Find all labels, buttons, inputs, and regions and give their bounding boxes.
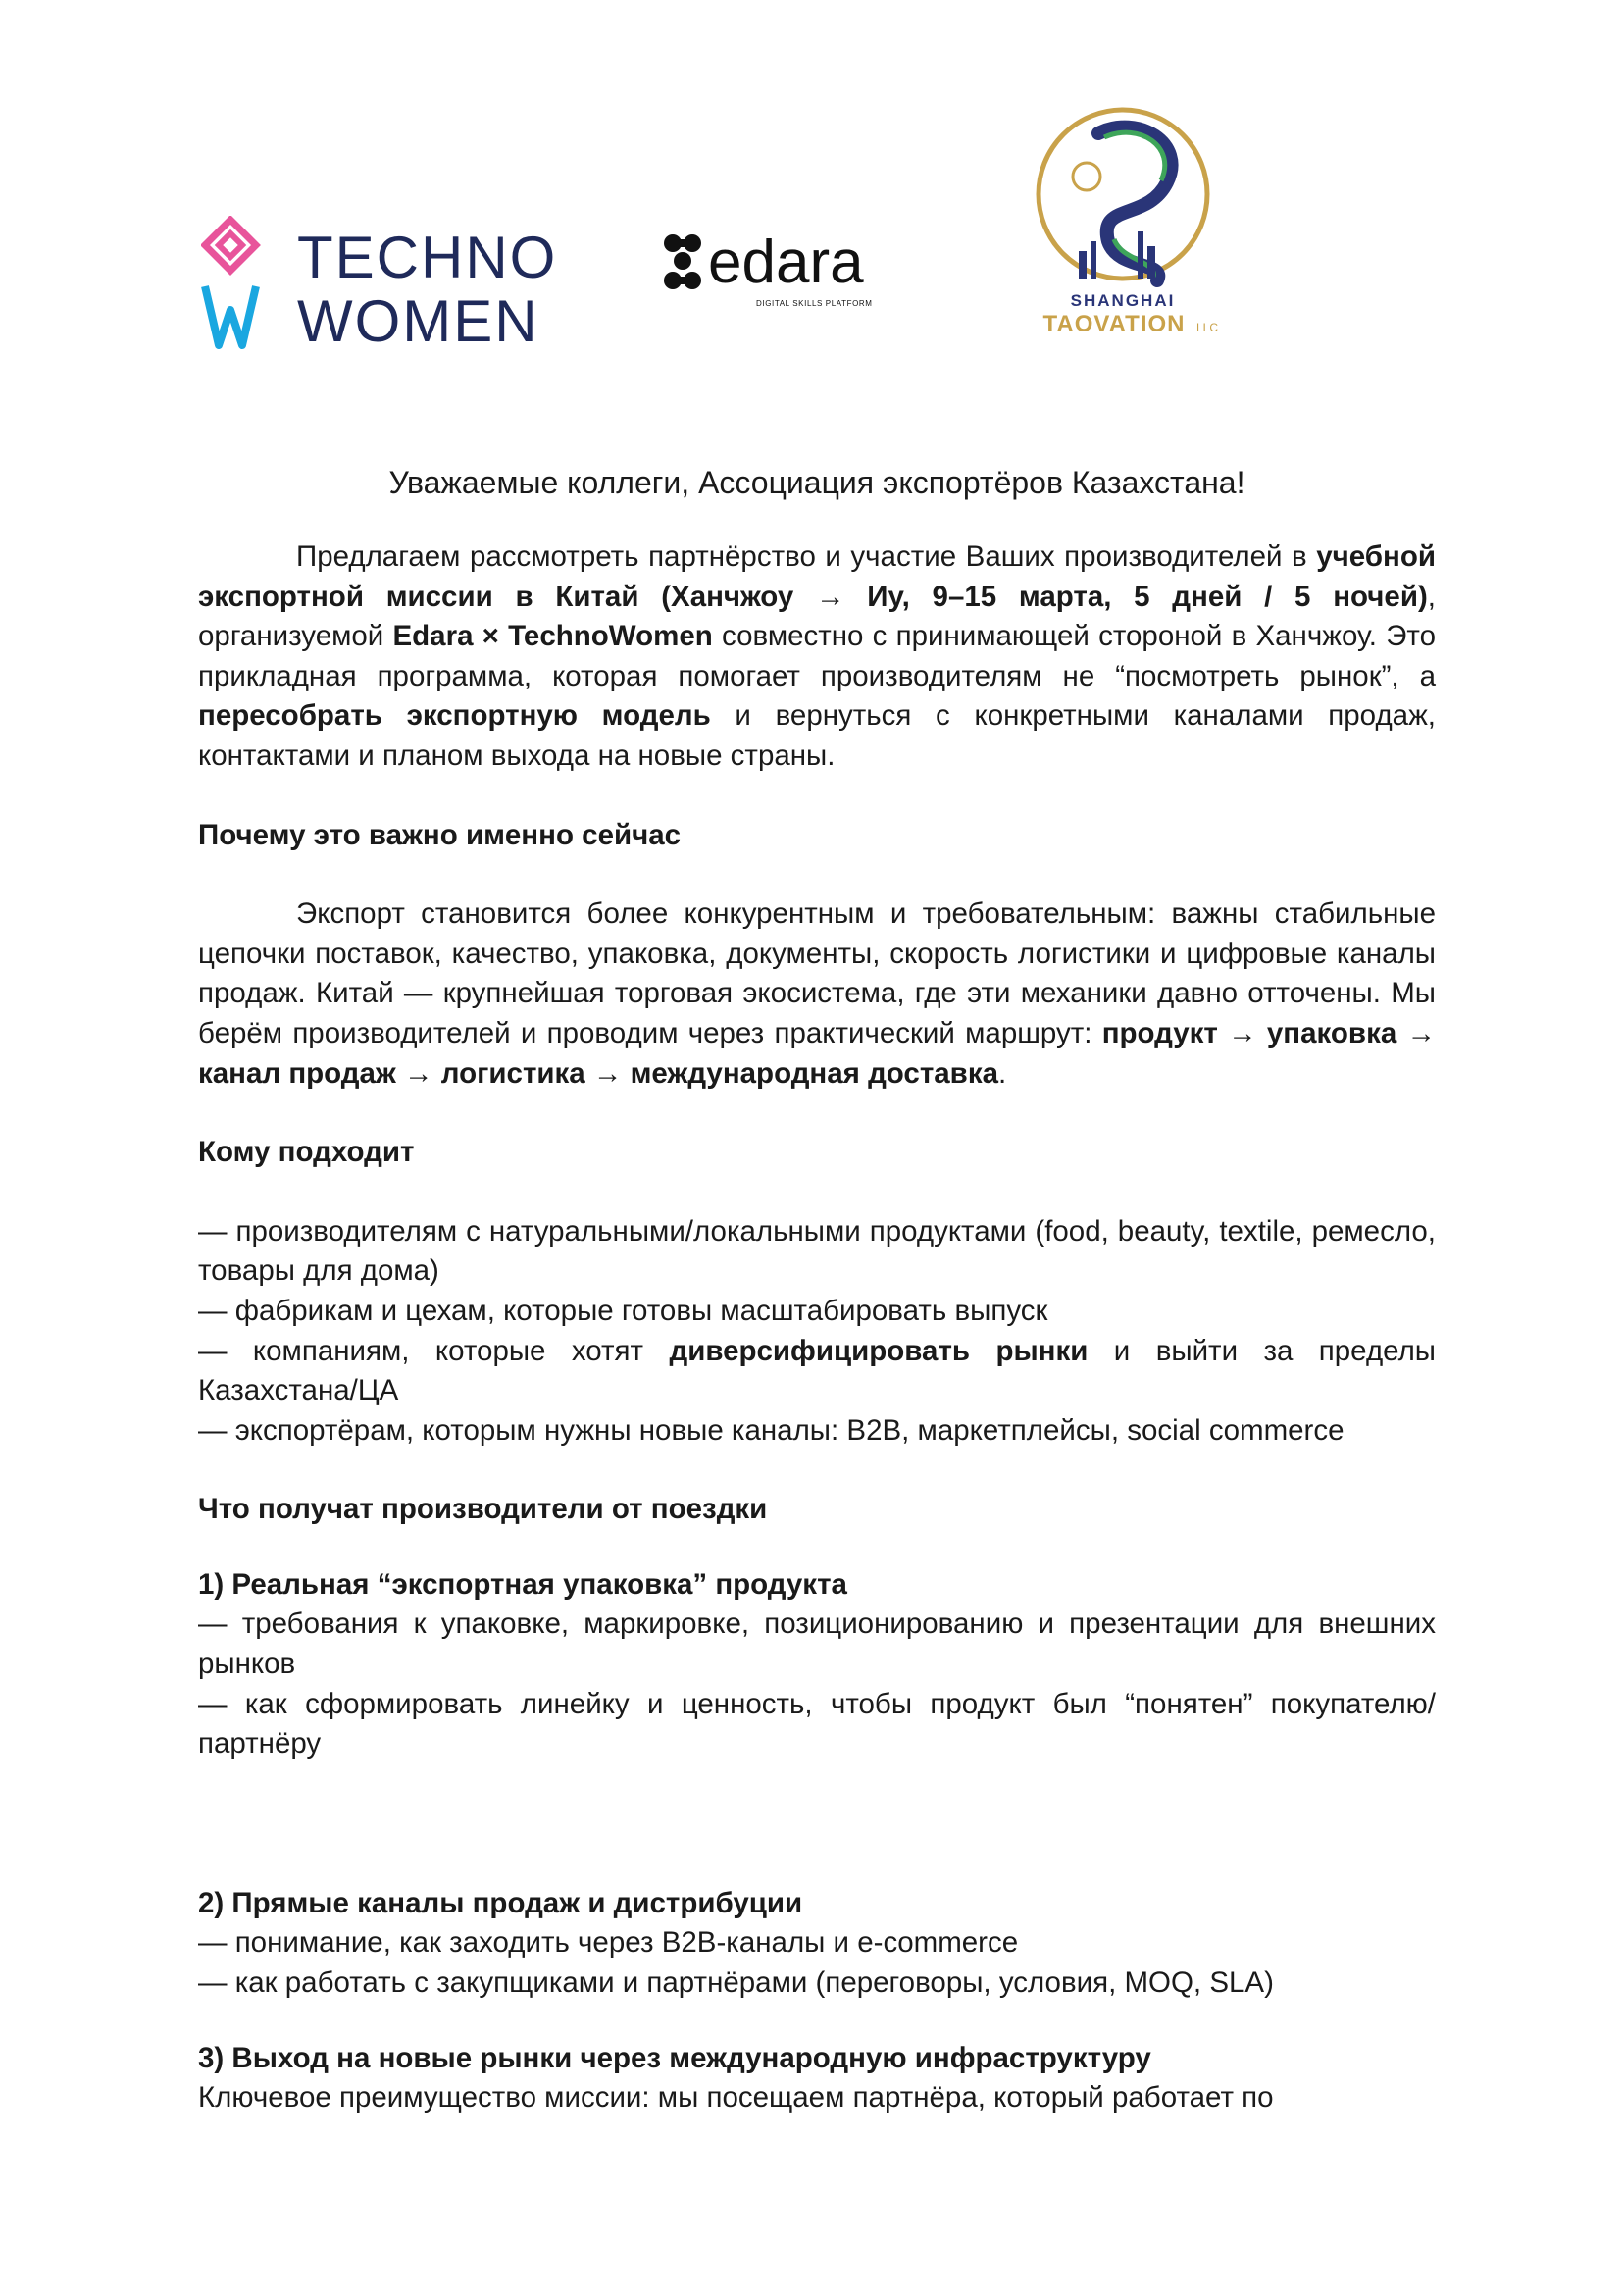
intro-bold-organizers: Edara × TechnoWomen (392, 620, 713, 653)
why-paragraph (198, 894, 1436, 1094)
who-item-4: — экспортёрам, которым нужны новые каналы: B2B, маркетплейсы, social commerce (198, 1413, 1345, 1447)
who-item-3-text-a: — компаниям, которые хотят (198, 1334, 670, 1367)
intro-bold-mission: учебной экспортной миссии в Китай (Ханчжоу → Иу, 9–15 марта, 5 дней / 5 ночей) (198, 540, 1436, 613)
edara-tagline: DIGITAL SKILLS PLATFORM (756, 299, 873, 308)
intro-bold-model: пересобрать экспортную модель (198, 699, 711, 733)
edara-name: edara (708, 231, 864, 296)
benefits-heading: Что получат производители от поездки (198, 1493, 768, 1526)
page-title: Уважаемые коллеги, Ассоциация экспортёров Казахстана! (388, 465, 1245, 500)
taovation-line1: SHANGHAI (1070, 291, 1176, 310)
who-item-3-bold: диверсифицировать рынки (669, 1334, 1089, 1367)
who-item-3-text-c: и выйти за пределы Казахстана/ЦА (198, 1334, 1436, 1407)
taovation-line2: TAOVATION (1042, 311, 1186, 337)
benefit-3-title: 3) Выход на новые рынки через международную инфраструктуру (198, 2041, 1151, 2074)
edara-mark-icon (664, 234, 701, 289)
letter-body (198, 461, 1436, 2118)
logo-bar (0, 0, 1624, 373)
benefit-1-title: 1) Реальная “экспортная упаковка” продукта (198, 1567, 847, 1601)
dragon-icon (1073, 127, 1172, 280)
intro-paragraph (198, 537, 1436, 777)
why-end: . (998, 1056, 1007, 1090)
benefit-1-item-2: — как сформировать линейку и ценность, чтобы продукт был “понятен” покупателю/партнёру (198, 1687, 1436, 1760)
intro-text-3: совместно с принимающей стороной в Ханчжоу. Это прикладная программа, которая помогает производителям не “посмотреть рынок”, а (198, 620, 1436, 692)
technowomen-line1: TECHNO (297, 225, 558, 290)
taovation-suffix: LLC (1196, 321, 1219, 334)
why-route: продукт → упаковка → канал продаж → логистика → международная доставка (198, 1016, 1436, 1090)
who-item-3 (198, 1332, 1436, 1411)
benefit-2-item-2: — как работать с закупщиками и партнёрами (переговоры, условия, MOQ, SLA) (198, 1966, 1274, 2000)
benefit-1-item-1: — требования к упаковке, маркировке, позиционированию и презентации для внешних рынков (198, 1607, 1436, 1681)
intro-text-2: , организуемой (198, 580, 1436, 653)
technowomen-line2: WOMEN (297, 288, 539, 353)
benefit-2-item-1: — понимание, как заходить через B2B-каналы и e-commerce (198, 1926, 1019, 1960)
technowomen-logo (201, 216, 564, 353)
edara-logo (663, 231, 898, 316)
who-item-2: — фабрикам и цехам, которые готовы масштабировать выпуск (198, 1294, 1048, 1327)
technowomen-emblem-icon (205, 220, 256, 345)
who-item-1: — производителям с натуральными/локальными продуктами (food, beauty, textile, ремесло, товары для дома) (198, 1214, 1436, 1288)
who-heading: Кому подходит (198, 1136, 415, 1169)
intro-text-1: Предлагаем рассмотреть партнёрство и участие Ваших производителей в (296, 540, 1317, 573)
why-text: Экспорт становится более конкурентным и требовательным: важны стабильные цепочки поставок, качество, упаковка, документы, скорость логистики и цифровые каналы продаж. Китай — крупнейшая торговая экосистема, где эти механики давно отточены. Мы берём производителей и проводим через практический маршрут: (198, 897, 1436, 1049)
intro-text-4: и вернуться с конкретными каналами продаж, контактами и планом выхода на новые страны. (198, 699, 1436, 772)
why-heading: Почему это важно именно сейчас (198, 818, 682, 851)
benefit-2-title: 2) Прямые каналы продаж и дистрибуции (198, 1886, 803, 1919)
benefit-3-text: Ключевое преимущество миссии: мы посещаем партнёра, который работает по (198, 2081, 1274, 2115)
taovation-logo (1020, 104, 1226, 349)
